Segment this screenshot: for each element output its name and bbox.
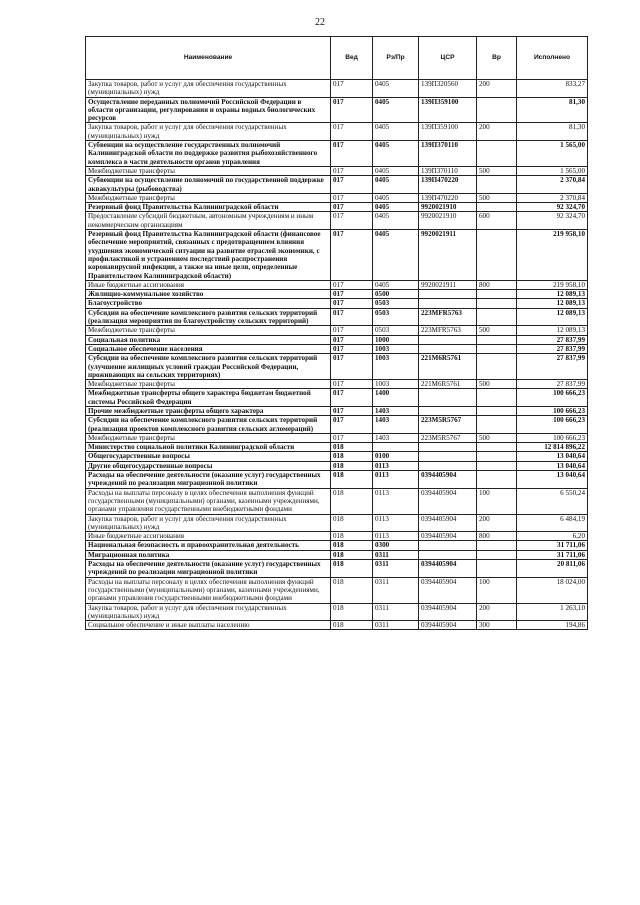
cell-csr: [419, 541, 477, 550]
cell-name: Социальное обеспечение населения: [86, 344, 331, 353]
cell-rzpr: 0503: [373, 326, 419, 335]
cell-name: Закупка товаров, работ и услуг для обеспечения государственных (муниципальных) нужд: [86, 80, 331, 98]
cell-executed: 12 089,13: [517, 290, 588, 299]
cell-rzpr: [373, 443, 419, 452]
cell-csr: [419, 461, 477, 470]
header-executed: Исполнено: [517, 37, 588, 80]
cell-csr: 223M5R5767: [419, 416, 477, 434]
table-row: [86, 550, 588, 559]
budget-table: [85, 36, 588, 630]
cell-name: Иные бюджетные ассигнования: [86, 532, 331, 541]
cell-executed: 6,20: [517, 532, 588, 541]
cell-rzpr: 1003: [373, 344, 419, 353]
cell-executed: 12 089,13: [517, 308, 588, 326]
cell-vr: 100: [477, 488, 517, 514]
cell-vr: [477, 203, 517, 212]
cell-vr: [477, 299, 517, 308]
cell-rzpr: 0405: [373, 176, 419, 194]
cell-csr: 223M5R5767: [419, 433, 477, 442]
cell-ved: 018: [331, 514, 373, 532]
cell-ved: 018: [331, 541, 373, 550]
cell-ved: 018: [331, 560, 373, 578]
header-vr: Вр: [477, 37, 517, 80]
cell-executed: 27 837,99: [517, 380, 588, 389]
cell-vr: [477, 335, 517, 344]
cell-name: Межбюджетные трансферты: [86, 193, 331, 202]
cell-executed: 1 263,10: [517, 603, 588, 621]
table-row: [86, 541, 588, 550]
cell-rzpr: 1003: [373, 380, 419, 389]
cell-vr: 500: [477, 380, 517, 389]
cell-name: Министерство социальной политики Калининградской области: [86, 443, 331, 452]
table-row: [86, 416, 588, 434]
cell-executed: 194,86: [517, 621, 588, 630]
cell-csr: [419, 344, 477, 353]
cell-ved: 017: [331, 176, 373, 194]
table-row: [86, 299, 588, 308]
cell-ved: 017: [331, 299, 373, 308]
cell-vr: [477, 230, 517, 281]
cell-executed: 100 666,23: [517, 406, 588, 415]
cell-vr: 800: [477, 532, 517, 541]
cell-name: Межбюджетные трансферты: [86, 166, 331, 175]
cell-name: Расходы на выплаты персоналу в целях обеспечения выполнения функций государственными (муниципальными) органами, казенными учреждениями, органами управления государственными внебюджетными фондами: [86, 577, 331, 603]
table-row: [86, 577, 588, 603]
cell-rzpr: 0311: [373, 560, 419, 578]
cell-executed: 81,30: [517, 97, 588, 123]
cell-vr: 500: [477, 326, 517, 335]
cell-vr: [477, 97, 517, 123]
cell-vr: 200: [477, 603, 517, 621]
cell-csr: 9920021910: [419, 212, 477, 230]
cell-csr: [419, 452, 477, 461]
table-row: [86, 176, 588, 194]
cell-executed: 81,30: [517, 123, 588, 141]
cell-rzpr: 0405: [373, 97, 419, 123]
cell-executed: 1 565,00: [517, 141, 588, 167]
cell-ved: 017: [331, 389, 373, 407]
cell-name: Резервный фонд Правительства Калининградской области (финансовое обеспечение мероприятий, связанных с предотвращением влияния ухудшения экономической ситуации на развитие отраслей экономики, с профилактикой и устранением последствий распространения коронавирусной инфекции, а также на иные цели, определенные Правительством Калининградской области): [86, 230, 331, 281]
cell-vr: [477, 389, 517, 407]
cell-ved: 018: [331, 488, 373, 514]
cell-vr: 100: [477, 577, 517, 603]
cell-csr: 0394405904: [419, 621, 477, 630]
cell-vr: [477, 541, 517, 550]
cell-csr: 9920021910: [419, 203, 477, 212]
cell-name: Иные бюджетные ассигнования: [86, 280, 331, 289]
cell-vr: 200: [477, 514, 517, 532]
cell-ved: 017: [331, 308, 373, 326]
table-row: [86, 380, 588, 389]
cell-rzpr: 1400: [373, 389, 419, 407]
table-row: [86, 406, 588, 415]
cell-vr: [477, 308, 517, 326]
cell-csr: [419, 290, 477, 299]
cell-vr: [477, 406, 517, 415]
cell-csr: 0394405904: [419, 577, 477, 603]
cell-vr: 300: [477, 621, 517, 630]
table-row: [86, 532, 588, 541]
table-row: [86, 344, 588, 353]
cell-rzpr: 0503: [373, 308, 419, 326]
cell-name: Осуществление переданных полномочий Российской Федерации в области организации, регулирования и охраны водных биологических ресурсов: [86, 97, 331, 123]
header-csr: ЦСР: [419, 37, 477, 80]
cell-rzpr: 0113: [373, 471, 419, 489]
cell-csr: [419, 406, 477, 415]
cell-ved: 018: [331, 550, 373, 559]
cell-rzpr: 1403: [373, 406, 419, 415]
cell-vr: 600: [477, 212, 517, 230]
cell-rzpr: 0405: [373, 166, 419, 175]
cell-ved: 017: [331, 326, 373, 335]
cell-ved: 017: [331, 335, 373, 344]
cell-rzpr: 0405: [373, 280, 419, 289]
cell-rzpr: 0311: [373, 603, 419, 621]
cell-name: Социальное обеспечение и иные выплаты населению: [86, 621, 331, 630]
cell-name: Субвенции на осуществление государственных полномочий Калининградской области по поддержке развития рыбохозяйственного комплекса в части деятельности органов управления: [86, 141, 331, 167]
cell-executed: 27 837,99: [517, 344, 588, 353]
cell-rzpr: 0500: [373, 290, 419, 299]
cell-name: Субсидии на обеспечение комплексного развития сельских территорий (реализация мероприятия по благоустройству сельских территорий): [86, 308, 331, 326]
table-row: [86, 97, 588, 123]
cell-name: Расходы на обеспечение деятельности (оказание услуг) государственных учреждений по реализации миграционной политики: [86, 471, 331, 489]
cell-name: Закупка товаров, работ и услуг для обеспечения государственных (муниципальных) нужд: [86, 603, 331, 621]
cell-executed: 2 370,84: [517, 176, 588, 194]
cell-executed: 219 958,10: [517, 280, 588, 289]
cell-rzpr: 0405: [373, 80, 419, 98]
cell-csr: 0394405904: [419, 488, 477, 514]
cell-csr: 139П370110: [419, 166, 477, 175]
cell-ved: 017: [331, 433, 373, 442]
table-row: [86, 212, 588, 230]
cell-csr: 139П359100: [419, 97, 477, 123]
cell-ved: 017: [331, 230, 373, 281]
cell-executed: 92 324,70: [517, 203, 588, 212]
cell-rzpr: 0100: [373, 452, 419, 461]
cell-vr: [477, 141, 517, 167]
cell-ved: 017: [331, 97, 373, 123]
cell-name: Другие общегосударственные вопросы: [86, 461, 331, 470]
cell-csr: 223MFR5763: [419, 326, 477, 335]
header-rzpr: Рз/Пр: [373, 37, 419, 80]
cell-name: Межбюджетные трансферты: [86, 326, 331, 335]
table-row: [86, 433, 588, 442]
table-row: [86, 621, 588, 630]
cell-executed: 18 024,00: [517, 577, 588, 603]
cell-rzpr: 0113: [373, 461, 419, 470]
cell-executed: 12 814 896,22: [517, 443, 588, 452]
cell-rzpr: 0311: [373, 550, 419, 559]
table-row: [86, 230, 588, 281]
cell-csr: [419, 389, 477, 407]
cell-executed: 6 550,24: [517, 488, 588, 514]
cell-rzpr: 0503: [373, 299, 419, 308]
cell-vr: [477, 443, 517, 452]
cell-name: Предоставление субсидий бюджетным, автономным учреждениям и иным некоммерческим организациям: [86, 212, 331, 230]
cell-ved: 018: [331, 461, 373, 470]
cell-ved: 018: [331, 443, 373, 452]
table-body: [86, 80, 588, 630]
cell-vr: [477, 560, 517, 578]
table-row: [86, 461, 588, 470]
cell-name: Субсидии на обеспечение комплексного развития сельских территорий (реализация проектов комплексного развития сельских агломераций): [86, 416, 331, 434]
table-row: [86, 335, 588, 344]
cell-executed: 100 666,23: [517, 389, 588, 407]
cell-csr: 221M6R5761: [419, 354, 477, 380]
cell-executed: 12 089,13: [517, 326, 588, 335]
cell-vr: [477, 461, 517, 470]
cell-csr: 139П320560: [419, 80, 477, 98]
cell-executed: 219 958,10: [517, 230, 588, 281]
table-row: [86, 308, 588, 326]
cell-name: Межбюджетные трансферты: [86, 380, 331, 389]
cell-vr: 500: [477, 166, 517, 175]
cell-csr: 9920021911: [419, 280, 477, 289]
cell-name: Расходы на выплаты персоналу в целях обеспечения выполнения функций государственными (муниципальными) органами, казенными учреждениями, органами управления государственными внебюджетными фондами: [86, 488, 331, 514]
cell-csr: 139П470220: [419, 193, 477, 202]
table-row: [86, 80, 588, 98]
cell-rzpr: 0405: [373, 212, 419, 230]
cell-csr: 0394405904: [419, 603, 477, 621]
cell-csr: 139П370110: [419, 141, 477, 167]
table-row: [86, 452, 588, 461]
cell-rzpr: 0113: [373, 514, 419, 532]
cell-executed: 6 484,19: [517, 514, 588, 532]
cell-rzpr: 0300: [373, 541, 419, 550]
cell-name: Межбюджетные трансферты общего характера бюджетам бюджетной системы Российской Федерации: [86, 389, 331, 407]
cell-ved: 017: [331, 193, 373, 202]
cell-csr: [419, 550, 477, 559]
cell-executed: 833,27: [517, 80, 588, 98]
cell-rzpr: 1003: [373, 354, 419, 380]
cell-csr: 139П470220: [419, 176, 477, 194]
cell-rzpr: 0405: [373, 141, 419, 167]
cell-rzpr: 0405: [373, 230, 419, 281]
table-row: [86, 123, 588, 141]
cell-name: Социальная политика: [86, 335, 331, 344]
cell-executed: 27 837,99: [517, 335, 588, 344]
cell-ved: 018: [331, 532, 373, 541]
cell-vr: 200: [477, 123, 517, 141]
cell-vr: 200: [477, 80, 517, 98]
cell-ved: 017: [331, 354, 373, 380]
cell-ved: 017: [331, 280, 373, 289]
cell-ved: 017: [331, 166, 373, 175]
cell-name: Субсидии на обеспечение комплексного развития сельских территорий (улучшение жилищных условий граждан Российской Федерации, проживающих на сельских территориях): [86, 354, 331, 380]
cell-vr: 500: [477, 433, 517, 442]
cell-ved: 017: [331, 212, 373, 230]
cell-vr: [477, 452, 517, 461]
cell-executed: 1 565,00: [517, 166, 588, 175]
cell-vr: [477, 416, 517, 434]
table-row: [86, 193, 588, 202]
cell-vr: 800: [477, 280, 517, 289]
cell-csr: 0394405904: [419, 514, 477, 532]
cell-csr: 139П359100: [419, 123, 477, 141]
cell-ved: 017: [331, 141, 373, 167]
cell-name: Межбюджетные трансферты: [86, 433, 331, 442]
cell-name: Резервный фонд Правительства Калининградской области: [86, 203, 331, 212]
cell-csr: 221M6R5761: [419, 380, 477, 389]
header-name: Наименование: [86, 37, 331, 80]
cell-executed: 31 711,06: [517, 541, 588, 550]
table-row: [86, 166, 588, 175]
cell-rzpr: 0113: [373, 532, 419, 541]
cell-name: Благоустройство: [86, 299, 331, 308]
cell-csr: 9920021911: [419, 230, 477, 281]
table-row: [86, 326, 588, 335]
cell-ved: 018: [331, 452, 373, 461]
header-ved: Вед: [331, 37, 373, 80]
cell-vr: [477, 290, 517, 299]
cell-vr: [477, 550, 517, 559]
cell-csr: 223MFR5763: [419, 308, 477, 326]
cell-executed: 13 040,64: [517, 471, 588, 489]
cell-name: Закупка товаров, работ и услуг для обеспечения государственных (муниципальных) нужд: [86, 514, 331, 532]
cell-executed: 27 837,99: [517, 354, 588, 380]
cell-ved: 017: [331, 290, 373, 299]
cell-name: Общегосударственные вопросы: [86, 452, 331, 461]
cell-ved: 017: [331, 123, 373, 141]
table-row: [86, 290, 588, 299]
cell-vr: [477, 354, 517, 380]
page-number: 22: [315, 17, 325, 28]
table-row: [86, 560, 588, 578]
cell-executed: 20 811,06: [517, 560, 588, 578]
cell-ved: 017: [331, 380, 373, 389]
cell-ved: 018: [331, 603, 373, 621]
cell-name: Субвенции на осуществление полномочий по государственной поддержке аквакультуры (рыбоводства): [86, 176, 331, 194]
cell-ved: 018: [331, 621, 373, 630]
cell-name: Прочие межбюджетные трансферты общего характера: [86, 406, 331, 415]
cell-csr: [419, 299, 477, 308]
cell-vr: [477, 344, 517, 353]
cell-ved: 017: [331, 406, 373, 415]
cell-executed: 100 666,23: [517, 433, 588, 442]
cell-csr: 0394405904: [419, 532, 477, 541]
cell-name: Закупка товаров, работ и услуг для обеспечения государственных (муниципальных) нужд: [86, 123, 331, 141]
cell-executed: 13 040,64: [517, 461, 588, 470]
cell-rzpr: 0113: [373, 488, 419, 514]
cell-executed: 12 089,13: [517, 299, 588, 308]
cell-csr: [419, 443, 477, 452]
cell-ved: 017: [331, 344, 373, 353]
cell-executed: 13 040,64: [517, 452, 588, 461]
cell-ved: 018: [331, 577, 373, 603]
table-row: [86, 471, 588, 489]
table-row: [86, 354, 588, 380]
cell-executed: 2 370,84: [517, 193, 588, 202]
table-row: [86, 389, 588, 407]
cell-vr: 500: [477, 193, 517, 202]
table-row: [86, 280, 588, 289]
table-row: [86, 603, 588, 621]
cell-rzpr: 0405: [373, 123, 419, 141]
table-header: [86, 37, 588, 80]
cell-name: Миграционная политика: [86, 550, 331, 559]
cell-rzpr: 0405: [373, 203, 419, 212]
cell-executed: 31 711,06: [517, 550, 588, 559]
cell-csr: [419, 335, 477, 344]
cell-csr: 0394405904: [419, 560, 477, 578]
table-row: [86, 203, 588, 212]
cell-rzpr: 1403: [373, 416, 419, 434]
cell-csr: 0394405904: [419, 471, 477, 489]
cell-ved: 017: [331, 80, 373, 98]
table-row: [86, 443, 588, 452]
cell-name: Расходы на обеспечение деятельности (оказание услуг) государственных учреждений по реализации миграционной политики: [86, 560, 331, 578]
table-row: [86, 488, 588, 514]
table-row: [86, 514, 588, 532]
cell-rzpr: 1403: [373, 433, 419, 442]
cell-rzpr: 0405: [373, 193, 419, 202]
cell-vr: [477, 471, 517, 489]
cell-name: Национальная безопасность и правоохранительная деятельность: [86, 541, 331, 550]
cell-ved: 018: [331, 471, 373, 489]
cell-ved: 017: [331, 416, 373, 434]
table-row: [86, 141, 588, 167]
cell-vr: [477, 176, 517, 194]
cell-rzpr: 1000: [373, 335, 419, 344]
cell-executed: 100 666,23: [517, 416, 588, 434]
cell-name: Жилищно-коммунальное хозяйство: [86, 290, 331, 299]
cell-ved: 017: [331, 203, 373, 212]
cell-executed: 92 324,70: [517, 212, 588, 230]
cell-rzpr: 0311: [373, 577, 419, 603]
cell-rzpr: 0311: [373, 621, 419, 630]
